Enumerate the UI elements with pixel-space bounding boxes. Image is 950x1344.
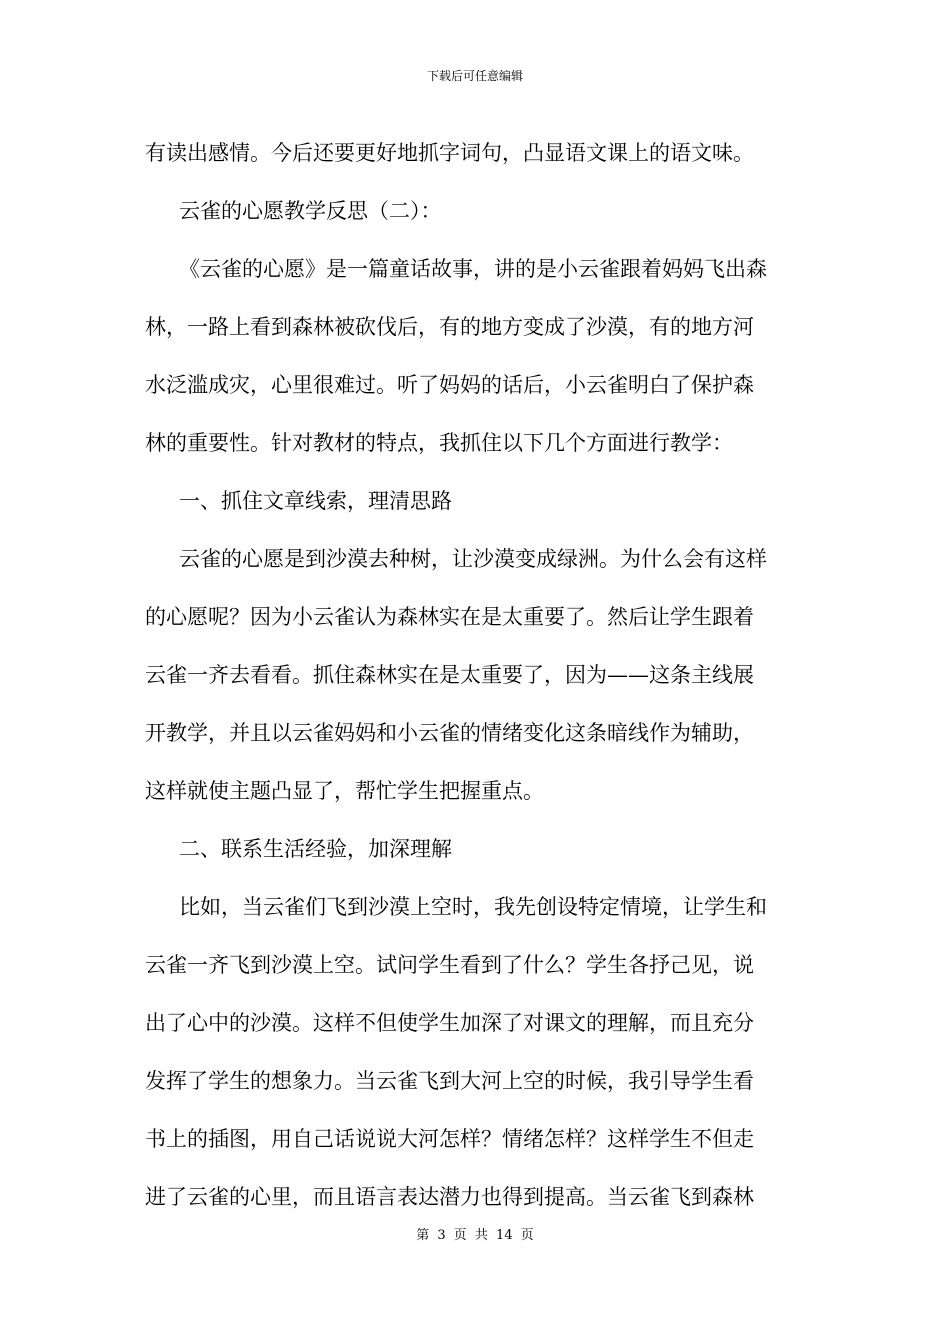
text-line: 《云雀的心愿》是一篇童话故事，讲的是小云雀跟着妈妈飞出森 <box>179 257 767 281</box>
text-line: 水泛滥成灾，心里很难过。听了妈妈的话后，小云雀明白了保护森 <box>145 373 754 397</box>
text-line: 比如，当云雀们飞到沙漠上空时，我先创设特定情境，让学生和 <box>179 895 767 919</box>
page-footer: 第 3 页 共 14 页 <box>416 1228 534 1243</box>
page-header: 下载后可任意编辑 <box>426 69 523 83</box>
section-heading: 云雀的心愿教学反思（二）： <box>179 199 442 223</box>
text-line: 林的重要性。针对教材的特点，我抓住以下几个方面进行教学： <box>145 431 733 455</box>
section-heading: 二、联系生活经验，加深理解 <box>179 837 452 861</box>
text-line: 云雀的心愿是到沙漠去种树，让沙漠变成绿洲。为什么会有这样 <box>179 547 767 571</box>
text-line: 进了云雀的心里，而且语言表达潜力也得到提高。当云雀飞到森林 <box>145 1185 754 1209</box>
text-line: 云雀一齐去看看。抓住森林实在是太重要了，因为——这条主线展 <box>145 663 754 687</box>
text-line: 出了心中的沙漠。这样不但使学生加深了对课文的理解，而且充分 <box>145 1011 754 1035</box>
text-line: 有读出感情。今后还要更好地抓字词句，凸显语文课上的语文味。 <box>145 141 754 165</box>
text-line: 这样就使主题凸显了，帮忙学生把握重点。 <box>145 779 544 803</box>
text-line: 开教学，并且以云雀妈妈和小云雀的情绪变化这条暗线作为辅助， <box>145 721 754 745</box>
section-heading: 一、抓住文章线索，理清思路 <box>179 489 452 513</box>
text-line: 林，一路上看到森林被砍伐后，有的地方变成了沙漠，有的地方河 <box>145 315 754 339</box>
text-line: 云雀一齐飞到沙漠上空。试问学生看到了什么？学生各抒己见，说 <box>145 953 754 977</box>
text-line: 的心愿呢？因为小云雀认为森林实在是太重要了。然后让学生跟着 <box>145 605 754 629</box>
text-line: 发挥了学生的想象力。当云雀飞到大河上空的时候，我引导学生看 <box>145 1069 754 1093</box>
text-line: 书上的插图，用自己话说说大河怎样？情绪怎样？这样学生不但走 <box>145 1127 754 1151</box>
